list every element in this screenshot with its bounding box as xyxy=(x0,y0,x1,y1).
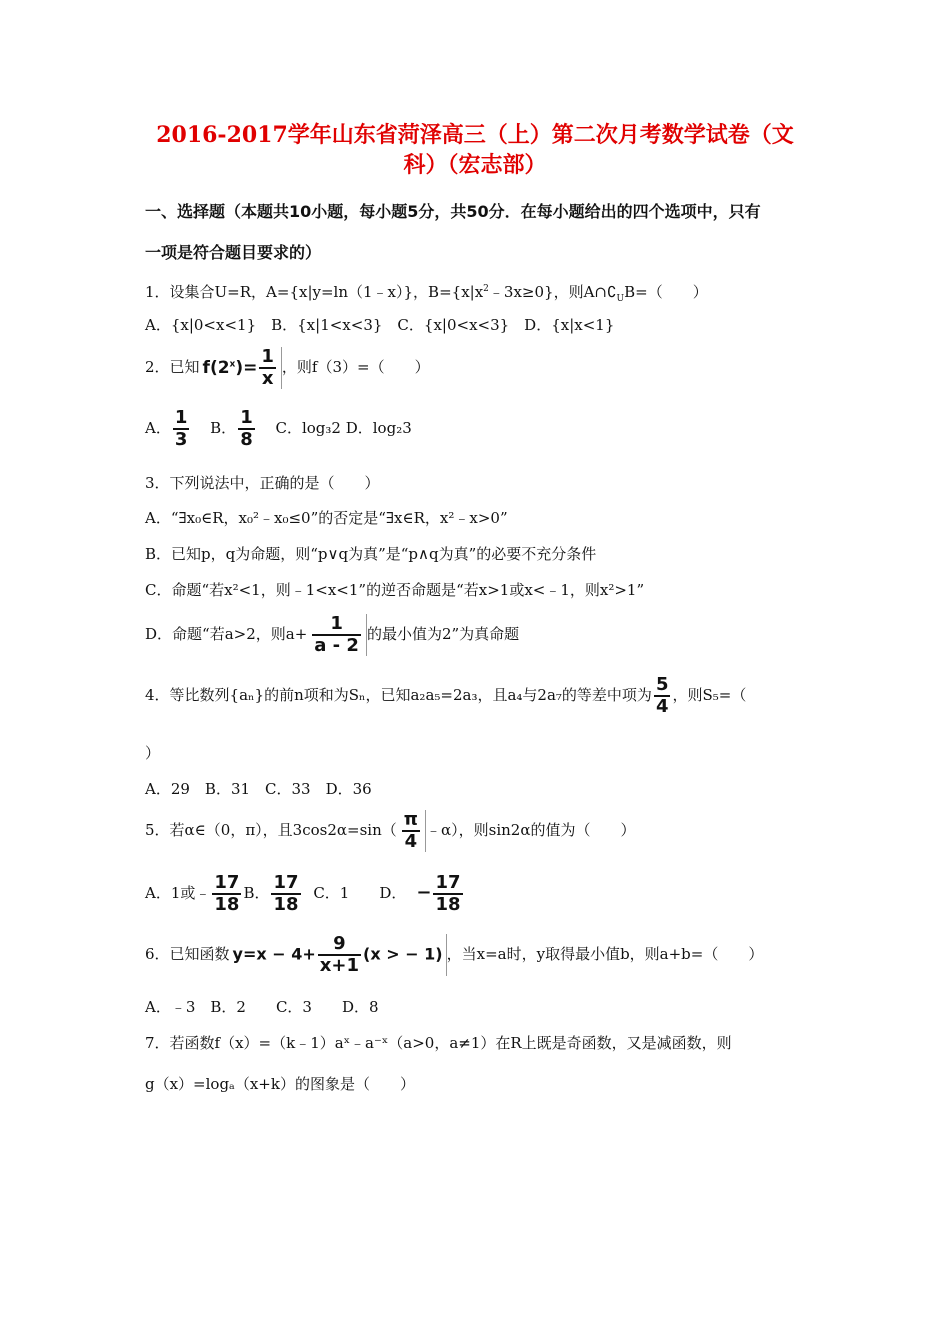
q6-stem-pre: 6．已知函数 xyxy=(145,945,230,963)
q2-opt-a-num: 1 xyxy=(174,407,188,428)
title-line-2: 科）（宏志部） xyxy=(403,152,547,178)
q6-formula xyxy=(230,934,447,976)
question-1-stem xyxy=(145,279,708,309)
q5-opt-d-frac xyxy=(433,873,462,915)
q2-opt-a: A． xyxy=(145,419,171,437)
q5-opt-a-den: 18 xyxy=(214,894,240,915)
question-6-stem xyxy=(145,934,763,976)
section-heading-line-2: 一项是符合题目要求的） xyxy=(145,243,322,262)
q2-frac-den: x xyxy=(261,368,274,389)
question-4-stem-close: ） xyxy=(145,744,161,762)
q3-fraction xyxy=(312,614,361,656)
q5-opt-d-sign: − xyxy=(416,882,432,903)
q5-fraction-box xyxy=(397,810,426,852)
question-7-line-1: 7．若函数f（x）=（k﹣1）aˣ﹣a⁻ˣ（a>0，a≠1）在R上既是奇函数，又是减函数，则 xyxy=(145,1034,732,1052)
q5-opt-b-num: 17 xyxy=(273,872,299,893)
q2-opt-b-num: 1 xyxy=(240,407,253,428)
q6-frac-den: x+1 xyxy=(319,955,360,976)
q2-formula-left: f(2 xyxy=(202,358,230,378)
q5-stem-post: ﹣α），则sin2α的值为（ ） xyxy=(426,821,636,839)
q2-opt-a-den: 3 xyxy=(174,429,188,450)
question-2-options xyxy=(145,408,412,450)
q5-opt-b-frac xyxy=(271,873,300,915)
q5-stem-pre: 5．若α∈（0，π），且3cos2α=sin（ xyxy=(145,821,397,839)
q2-opt-a-frac xyxy=(173,408,190,450)
question-4-stem xyxy=(145,675,746,717)
q6-fraction xyxy=(318,934,361,976)
q5-opt-c: C．1 D． xyxy=(313,884,407,902)
q4-fraction xyxy=(654,675,671,717)
q3-frac-den: a - 2 xyxy=(314,635,359,656)
q2-formula-sup: x xyxy=(229,359,236,370)
q3-opt-d-post: 的最小值为2”为真命题 xyxy=(366,625,520,643)
question-5-options xyxy=(145,873,465,915)
q6-formula-right: (x > − 1) xyxy=(363,944,443,964)
q2-opt-cd: C．log₃2 D．log₂3 xyxy=(275,419,412,437)
q5-opt-b-den: 18 xyxy=(273,894,299,915)
q2-opt-b-frac xyxy=(238,408,255,450)
q3-opt-d-pre: D．命题“若a>2，则a+ xyxy=(145,625,308,643)
q2-opt-b: B． xyxy=(210,419,237,437)
q6-formula-left: y=x − 4+ xyxy=(232,944,316,964)
q4-frac-num: 5 xyxy=(655,674,669,695)
q1-sub: U xyxy=(616,294,625,304)
document-title xyxy=(145,120,805,180)
q1-text-b: ﹣3x≥0}，则A∩∁ xyxy=(488,283,617,301)
question-3-option-b: B．已知p，q为命题，则“p∨q为真”是“p∧q为真”的必要不充分条件 xyxy=(145,545,597,563)
section-heading-line-1: 一、选择题（本题共10小题，每小题5分，共50分．在每小题给出的四个选项中，只有 xyxy=(145,202,761,221)
question-3-stem: 3．下列说法中，正确的是（ ） xyxy=(145,474,380,492)
q2-suffix: ，则f（3）=（ ） xyxy=(281,358,430,376)
q2-frac-num: 1 xyxy=(261,346,274,367)
q1-text-a: 1．设集合U=R，A={x|y=ln（1﹣x）}，B={x|x xyxy=(145,283,484,301)
q1-text-c: B=（ ） xyxy=(624,283,708,301)
q3-fraction-box xyxy=(307,614,367,656)
q5-opt-a-frac xyxy=(212,873,241,915)
question-2-stem xyxy=(145,347,430,389)
question-6-options: A．﹣3 B．2 C．3 D．8 xyxy=(145,998,379,1016)
q1-sup: 2 xyxy=(483,284,489,294)
q3-frac-num: 1 xyxy=(312,614,361,636)
q5-opt-a: A．1或﹣ xyxy=(145,884,211,902)
q6-frac-num: 9 xyxy=(318,934,361,956)
question-3-option-c: C．命题“若x²<1，则﹣1<x<1”的逆否命题是“若x>1或x<﹣1，则x²>1” xyxy=(145,581,645,599)
question-4-options: A．29 B．31 C．33 D．36 xyxy=(145,780,372,798)
q5-opt-b: B． xyxy=(243,884,270,902)
question-7-line-2: g（x）=logₐ（x+k）的图象是（ ） xyxy=(145,1075,415,1093)
question-5-stem xyxy=(145,810,635,852)
q5-opt-d-den: 18 xyxy=(435,894,461,915)
title-line-1: 2016-2017学年山东省菏泽高三（上）第二次月考数学试卷（文 xyxy=(156,122,794,148)
q5-opt-d-num: 17 xyxy=(435,872,461,893)
q2-prefix: 2．已知 xyxy=(145,358,200,376)
question-3-option-d xyxy=(145,614,519,656)
q2-opt-b-den: 8 xyxy=(240,429,253,450)
q5-frac-den: 4 xyxy=(404,831,418,852)
q6-stem-post: ，当x=a时，y取得最小值b，则a+b=（ ） xyxy=(446,945,764,963)
q4-frac-den: 4 xyxy=(655,696,669,717)
q2-formula xyxy=(200,347,282,389)
q4-stem-pre: 4．等比数列{aₙ}的前n项和为Sₙ，已知a₂a₅=2a₃，且a₄与2a₇的等差中项为 xyxy=(145,686,652,704)
q5-fraction xyxy=(402,810,420,852)
q5-opt-a-num: 17 xyxy=(214,872,240,893)
q2-fraction xyxy=(259,347,276,389)
question-3-option-a: A．“∃x₀∈R，x₀²﹣x₀≤0”的否定是“∃x∈R，x²﹣x>0” xyxy=(145,509,508,527)
q5-frac-num: π xyxy=(403,809,418,830)
q2-formula-mid: )= xyxy=(235,358,258,378)
q4-stem-post: ，则S₅=（ xyxy=(672,686,747,704)
question-1-options: A．{x|0<x<1} B．{x|1<x<3} C．{x|0<x<3} D．{x|x<1} xyxy=(145,316,615,334)
